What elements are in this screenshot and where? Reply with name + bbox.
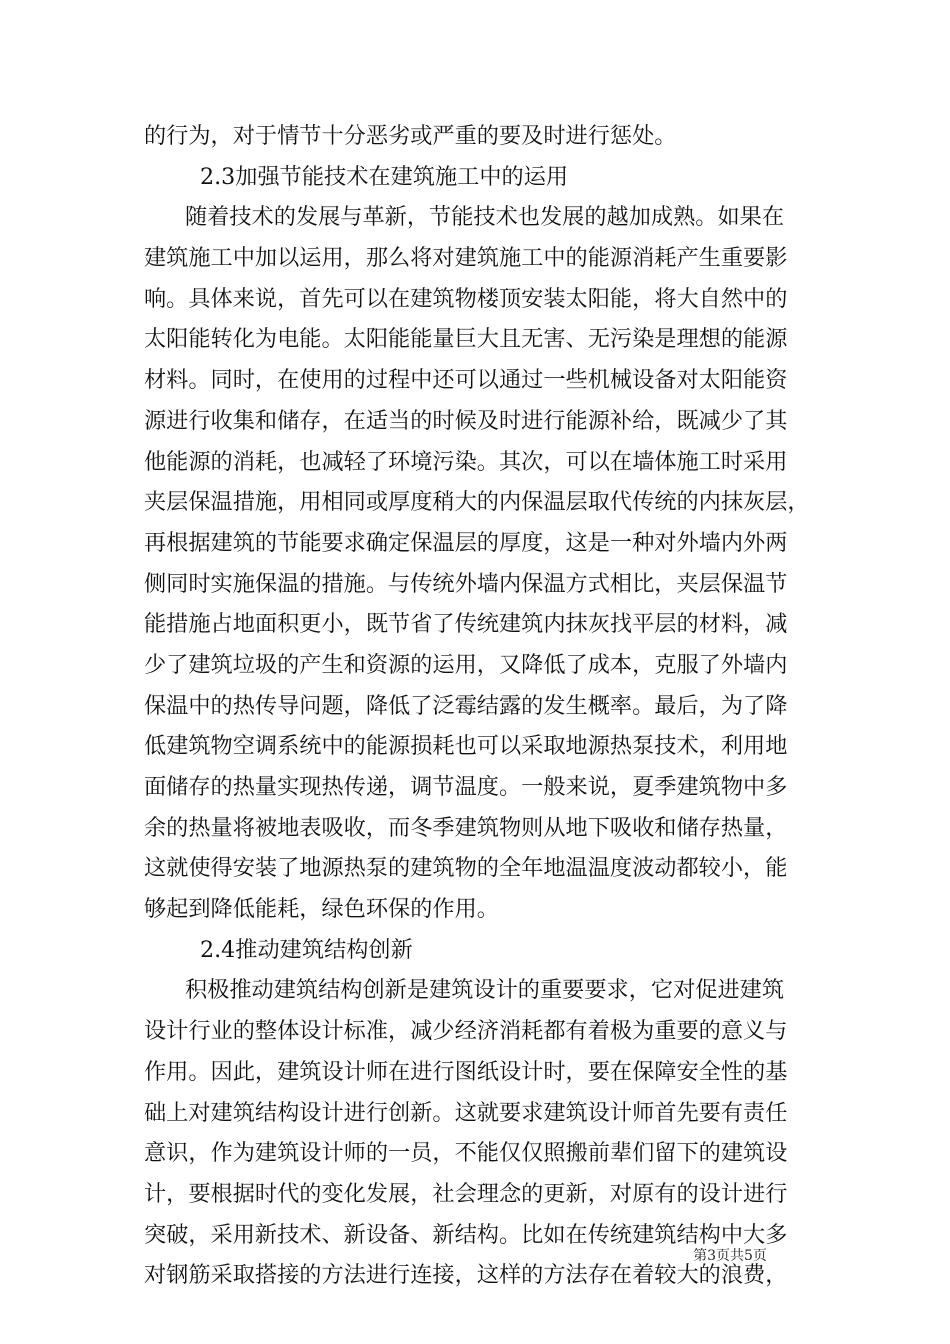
text-line: 他能源的消耗，也减轻了环境污染。其次，可以在墙体施工时采用: [144, 448, 788, 475]
text-line: 侧同时实施保温的措施。与传统外墙内保温方式相比，夹层保温节: [144, 570, 788, 597]
text-line: 低建筑物空调系统中的能源损耗也可以采取地源热泵技术，利用地: [144, 733, 788, 760]
text-line: 积极推动建筑结构创新是建筑设计的重要要求，它对促进建筑: [185, 977, 785, 1004]
text-line: 再根据建筑的节能要求确定保温层的厚度，这是一种对外墙内外两: [144, 529, 788, 556]
text-line: 础上对建筑结构设计进行创新。这就要求建筑设计师首先要有责任: [144, 1099, 788, 1126]
text-line: 这就使得安装了地源热泵的建筑物的全年地温温度波动都较小，能: [144, 855, 788, 882]
page-number-footer: 第3页共5页: [693, 1248, 767, 1264]
text-line: 余的热量将被地表吸收，而冬季建筑物则从地下吸收和储存热量，: [144, 814, 788, 841]
text-line: 面储存的热量实现热传递，调节温度。一般来说，夏季建筑物中多: [144, 774, 788, 800]
text-line: 够起到降低能耗，绿色环保的作用。: [144, 896, 499, 923]
text-line: 能措施占地面积更小，既节省了传统建筑内抹灰找平层的材料，减: [144, 611, 788, 638]
text-line: 太阳能转化为电能。太阳能能量巨大且无害、无污染是理想的能源: [144, 326, 788, 353]
text-line: 响。具体来说，首先可以在建筑物楼顶安装太阳能，将大自然中的: [144, 285, 788, 312]
text-line: 的行为，对于情节十分恶劣或严重的要及时进行惩处。: [144, 123, 677, 149]
text-line: 材料。同时，在使用的过程中还可以通过一些机械设备对太阳能资: [144, 367, 788, 394]
text-line: 意识，作为建筑设计师的一员，不能仅仅照搬前辈们留下的建筑设: [144, 1140, 788, 1167]
text-line: 突破，采用新技术、新设备、新结构。比如在传统建筑结构中大多: [144, 1221, 788, 1248]
text-line: 建筑施工中加以运用，那么将对建筑施工中的能源消耗产生重要影: [144, 245, 788, 272]
section-heading: 2.3加强节能技术在建筑施工中的运用: [200, 163, 569, 190]
text-line: 计，要根据时代的变化发展，社会理念的更新，对原有的设计进行: [144, 1180, 788, 1207]
text-line: 对钢筋采取搭接的方法进行连接，这样的方法存在着较大的浪费，: [144, 1262, 788, 1289]
text-line: 设计行业的整体设计标准，减少经济消耗都有着极为重要的意义与: [144, 1018, 788, 1045]
text-line: 作用。因此，建筑设计师在进行图纸设计时，要在保障安全性的基: [144, 1058, 788, 1085]
text-line: 少了建筑垃圾的产生和资源的运用，又降低了成本，克服了外墙内: [144, 651, 788, 678]
document-body: [144, 116, 814, 1296]
text-line: 源进行收集和储存，在适当的时候及时进行能源补给，既减少了其: [144, 407, 788, 434]
text-line: 随着技术的发展与革新，节能技术也发展的越加成熟。如果在: [185, 204, 785, 231]
text-line: 保温中的热传导问题，降低了泛霉结露的发生概率。最后，为了降: [144, 692, 788, 719]
section-heading: 2.4推动建筑结构创新: [200, 936, 413, 963]
text-line: 夹层保温措施，用相同或厚度稍大的内保温层取代传统的内抹灰层，: [144, 489, 810, 516]
